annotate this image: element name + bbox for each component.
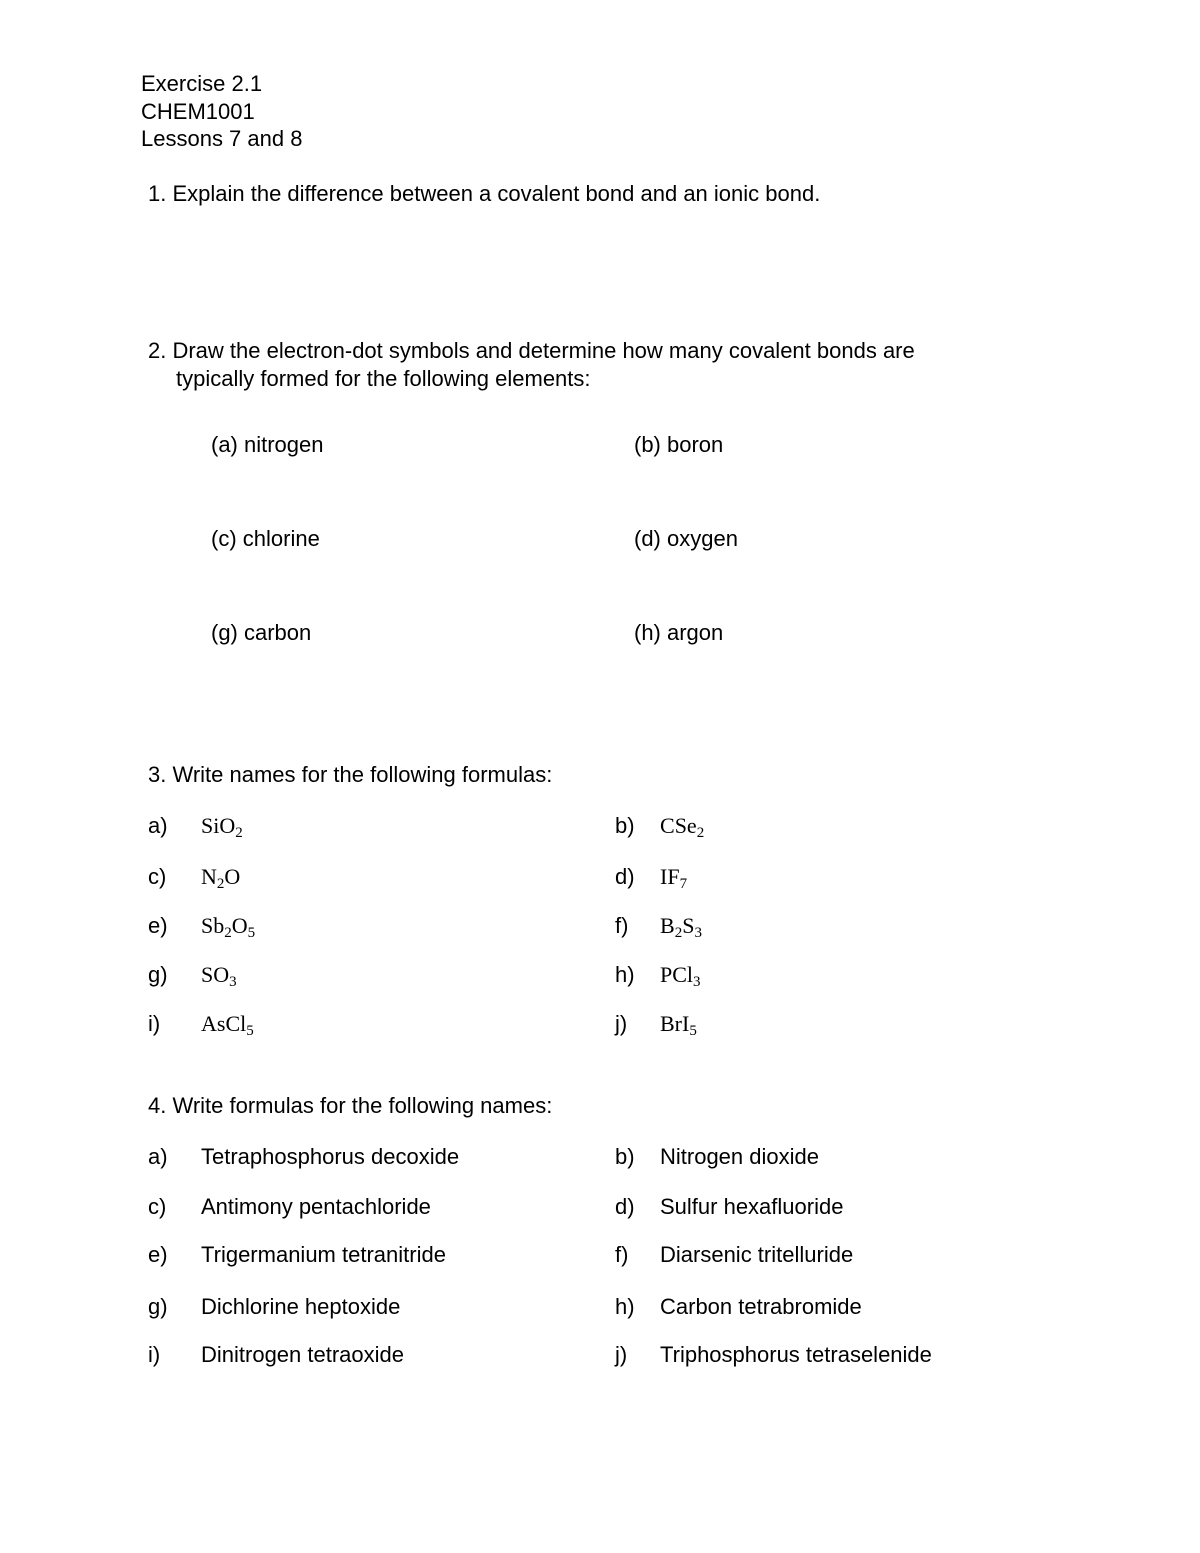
compound-name: Dinitrogen tetraoxide [201, 1342, 405, 1367]
formula: $Sb_2O_5$ [201, 913, 256, 941]
item-label: b) [615, 1144, 635, 1169]
item-label: f) [615, 913, 629, 938]
item-label: a) [148, 813, 168, 838]
formula: CSe$_2$ [660, 813, 705, 841]
element-item: (a) nitrogen [211, 432, 324, 457]
item-label: g) [148, 1294, 168, 1319]
element-item: (d) oxygen [634, 526, 738, 551]
item-label: h) [615, 962, 635, 987]
item-label: d) [615, 1194, 635, 1219]
item-label: h) [615, 1294, 635, 1319]
item-label: j) [615, 1011, 628, 1036]
item-label: c) [148, 1194, 167, 1219]
item-label: e) [148, 913, 168, 938]
compound-name: Carbon tetrabromide [660, 1294, 862, 1319]
element-item: (g) carbon [211, 620, 312, 645]
formula: $IF_7$ [660, 864, 688, 892]
item-label: i) [148, 1011, 161, 1036]
compound-name: Trigermanium tetranitride [201, 1242, 446, 1267]
compound-name: Diarsenic tritelluride [660, 1242, 854, 1267]
question-4-title: 4. Write formulas for the following names: [148, 1093, 553, 1118]
element-item: (b) boron [634, 432, 724, 457]
compound-name: Sulfur hexafluoride [660, 1194, 844, 1219]
compound-name: Tetraphosphorus decoxide [201, 1144, 460, 1169]
item-label: a) [148, 1144, 168, 1169]
formula: $B_2S_3$ [660, 913, 702, 941]
exercise-title: Exercise 2.1 [141, 71, 263, 96]
formula: PCl$_3$ [660, 962, 701, 990]
question-3-title: 3. Write names for the following formulas: [148, 762, 553, 787]
formula: SiO$_2$ [201, 813, 243, 841]
question-1-text: 1. Explain the difference between a covalent bond and an ionic bond. [148, 181, 821, 206]
question-2-line-1: 2. Draw the electron-dot symbols and determine how many covalent bonds are [148, 338, 915, 363]
lessons-label: Lessons 7 and 8 [141, 126, 303, 151]
element-item: (h) argon [634, 620, 724, 645]
formula: $N_2O$ [201, 864, 241, 892]
item-label: b) [615, 813, 635, 838]
course-code: CHEM1001 [141, 99, 255, 124]
item-label: i) [148, 1342, 161, 1367]
item-label: j) [615, 1342, 628, 1367]
formula: AsCl$_5$ [201, 1011, 254, 1039]
item-label: d) [615, 864, 635, 889]
formula: $SO_3$ [201, 962, 237, 990]
item-label: e) [148, 1242, 168, 1267]
formula: BrI$_5$ [660, 1011, 697, 1039]
compound-name: Antimony pentachloride [201, 1194, 431, 1219]
element-item: (c) chlorine [211, 526, 320, 551]
compound-name: Nitrogen dioxide [660, 1144, 819, 1169]
item-label: c) [148, 864, 167, 889]
item-label: g) [148, 962, 168, 987]
item-label: f) [615, 1242, 629, 1267]
compound-name: Dichlorine heptoxide [201, 1294, 401, 1319]
question-2-line-2: typically formed for the following elements: [176, 366, 591, 391]
compound-name: Triphosphorus tetraselenide [660, 1342, 932, 1367]
